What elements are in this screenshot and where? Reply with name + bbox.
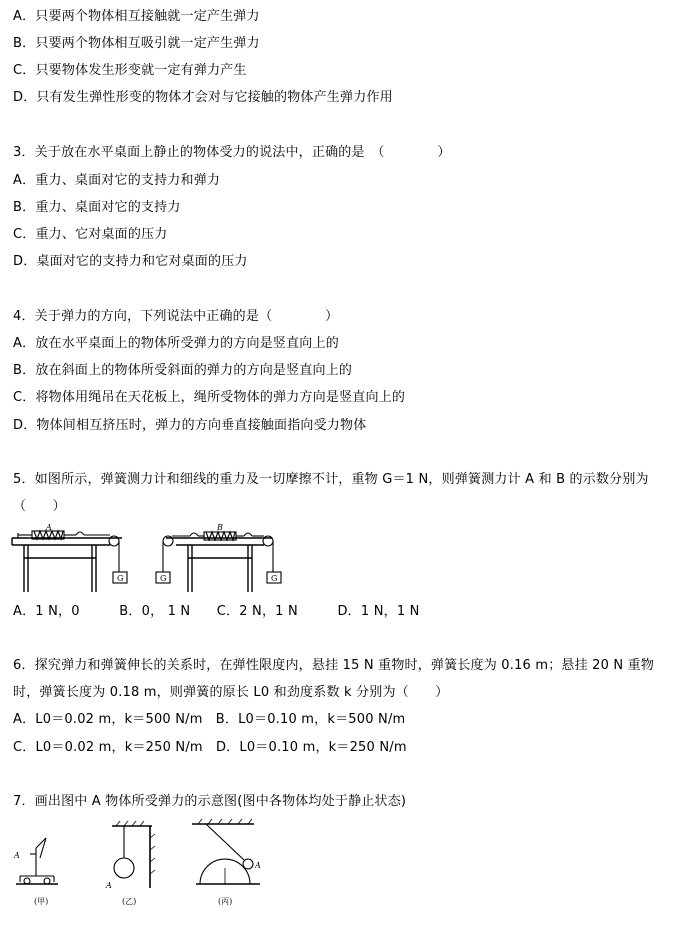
q4-option-d: D．物体间相互挤压时，弹力的方向垂直接触面指向受力物体 [13,418,367,433]
q7-caption-bing: (丙) [218,897,233,906]
q6-options-line2: C．L0＝0.02 m，k＝250 N/m D．L0＝0.10 m，k＝250 N/m [13,740,407,755]
q4-option-a: A．放在水平桌面上的物体所受弹力的方向是竖直向上的 [13,336,339,351]
q7-fig-bing [192,824,260,884]
q5-right-weight-left-label: G [160,574,167,583]
q7-fig-yi [112,826,152,888]
q7-figure [10,818,280,914]
q3-option-d: D．桌面对它的支持力和它对桌面的压力 [13,254,248,269]
q5-left-table [12,538,122,592]
q7-fig-jia [16,838,58,884]
q6-stem-line2: 时，弹簧长度为 0.18 m，则弹簧的原长 L0 和劲度系数 k 分别为（ ） [13,685,449,700]
q7-jia-label-a: A [14,851,20,860]
q6-options-line1: A．L0＝0.02 m，k＝500 N/m B．L0＝0.10 m，k＝500 N/m [13,712,406,727]
q2-option-d: D．只有发生弹性形变的物体才会对与它接触的物体产生弹力作用 [13,90,393,105]
q7-stem: 7．画出图中 A 物体所受弹力的示意图(图中各物体均处于静止状态) [13,794,407,809]
q7-caption-jia: (甲) [34,897,49,906]
q5-right-table [166,538,272,592]
q5-spring-b [172,532,264,540]
q4-option-c: C．将物体用绳吊在天花板上，绳所受物体的弹力方向是竖直向上的 [13,390,406,405]
q5-label-a: A [46,524,52,532]
q5-label-b: B [217,524,223,532]
q3-stem: 3．关于放在水平桌面上静止的物体受力的说法中，正确的是 （ ） [13,145,451,160]
q5-options: A．1 N，0 B．0， 1 N C．2 N，1 N D．1 N，1 N [13,604,420,619]
q7-bing-label-a: A [255,861,261,870]
q6-stem-line1: 6．探究弹力和弹簧伸长的关系时，在弹性限度内，悬挂 15 N 重物时，弹簧长度为 0.16 m；悬挂 20 N 重物 [13,658,655,673]
q5-right-weight-label: G [271,574,278,583]
q4-option-b: B．放在斜面上的物体所受斜面的弹力的方向是竖直向上的 [13,363,353,378]
q5-figure [10,524,285,594]
q3-option-c: C．重力、它对桌面的压力 [13,227,168,242]
q2-option-b: B．只要两个物体相互吸引就一定产生弹力 [13,36,260,51]
q4-stem: 4．关于弹力的方向，下列说法中正确的是（ ） [13,309,339,324]
q7-yi-label-a: A [106,881,112,890]
q7-yi-hatch [116,821,155,874]
q5-stem-line1: 5．如图所示，弹簧测力计和细线的重力及一切摩擦不计，重物 G＝1 N，则弹簧测力计 A 和 B 的示数分别为 [13,472,649,487]
q3-option-a: A．重力、桌面对它的支持力和弹力 [13,173,221,188]
q2-option-a: A．只要两个物体相互接触就一定产生弹力 [13,9,260,24]
q3-option-b: B．重力、桌面对它的支持力 [13,200,181,215]
q7-caption-yi: (乙) [122,897,137,906]
q5-left-weight-label: G [117,574,124,583]
q5-stem-line2: （ ） [13,499,66,514]
q2-option-c: C．只要物体发生形变就一定有弹力产生 [13,63,247,78]
